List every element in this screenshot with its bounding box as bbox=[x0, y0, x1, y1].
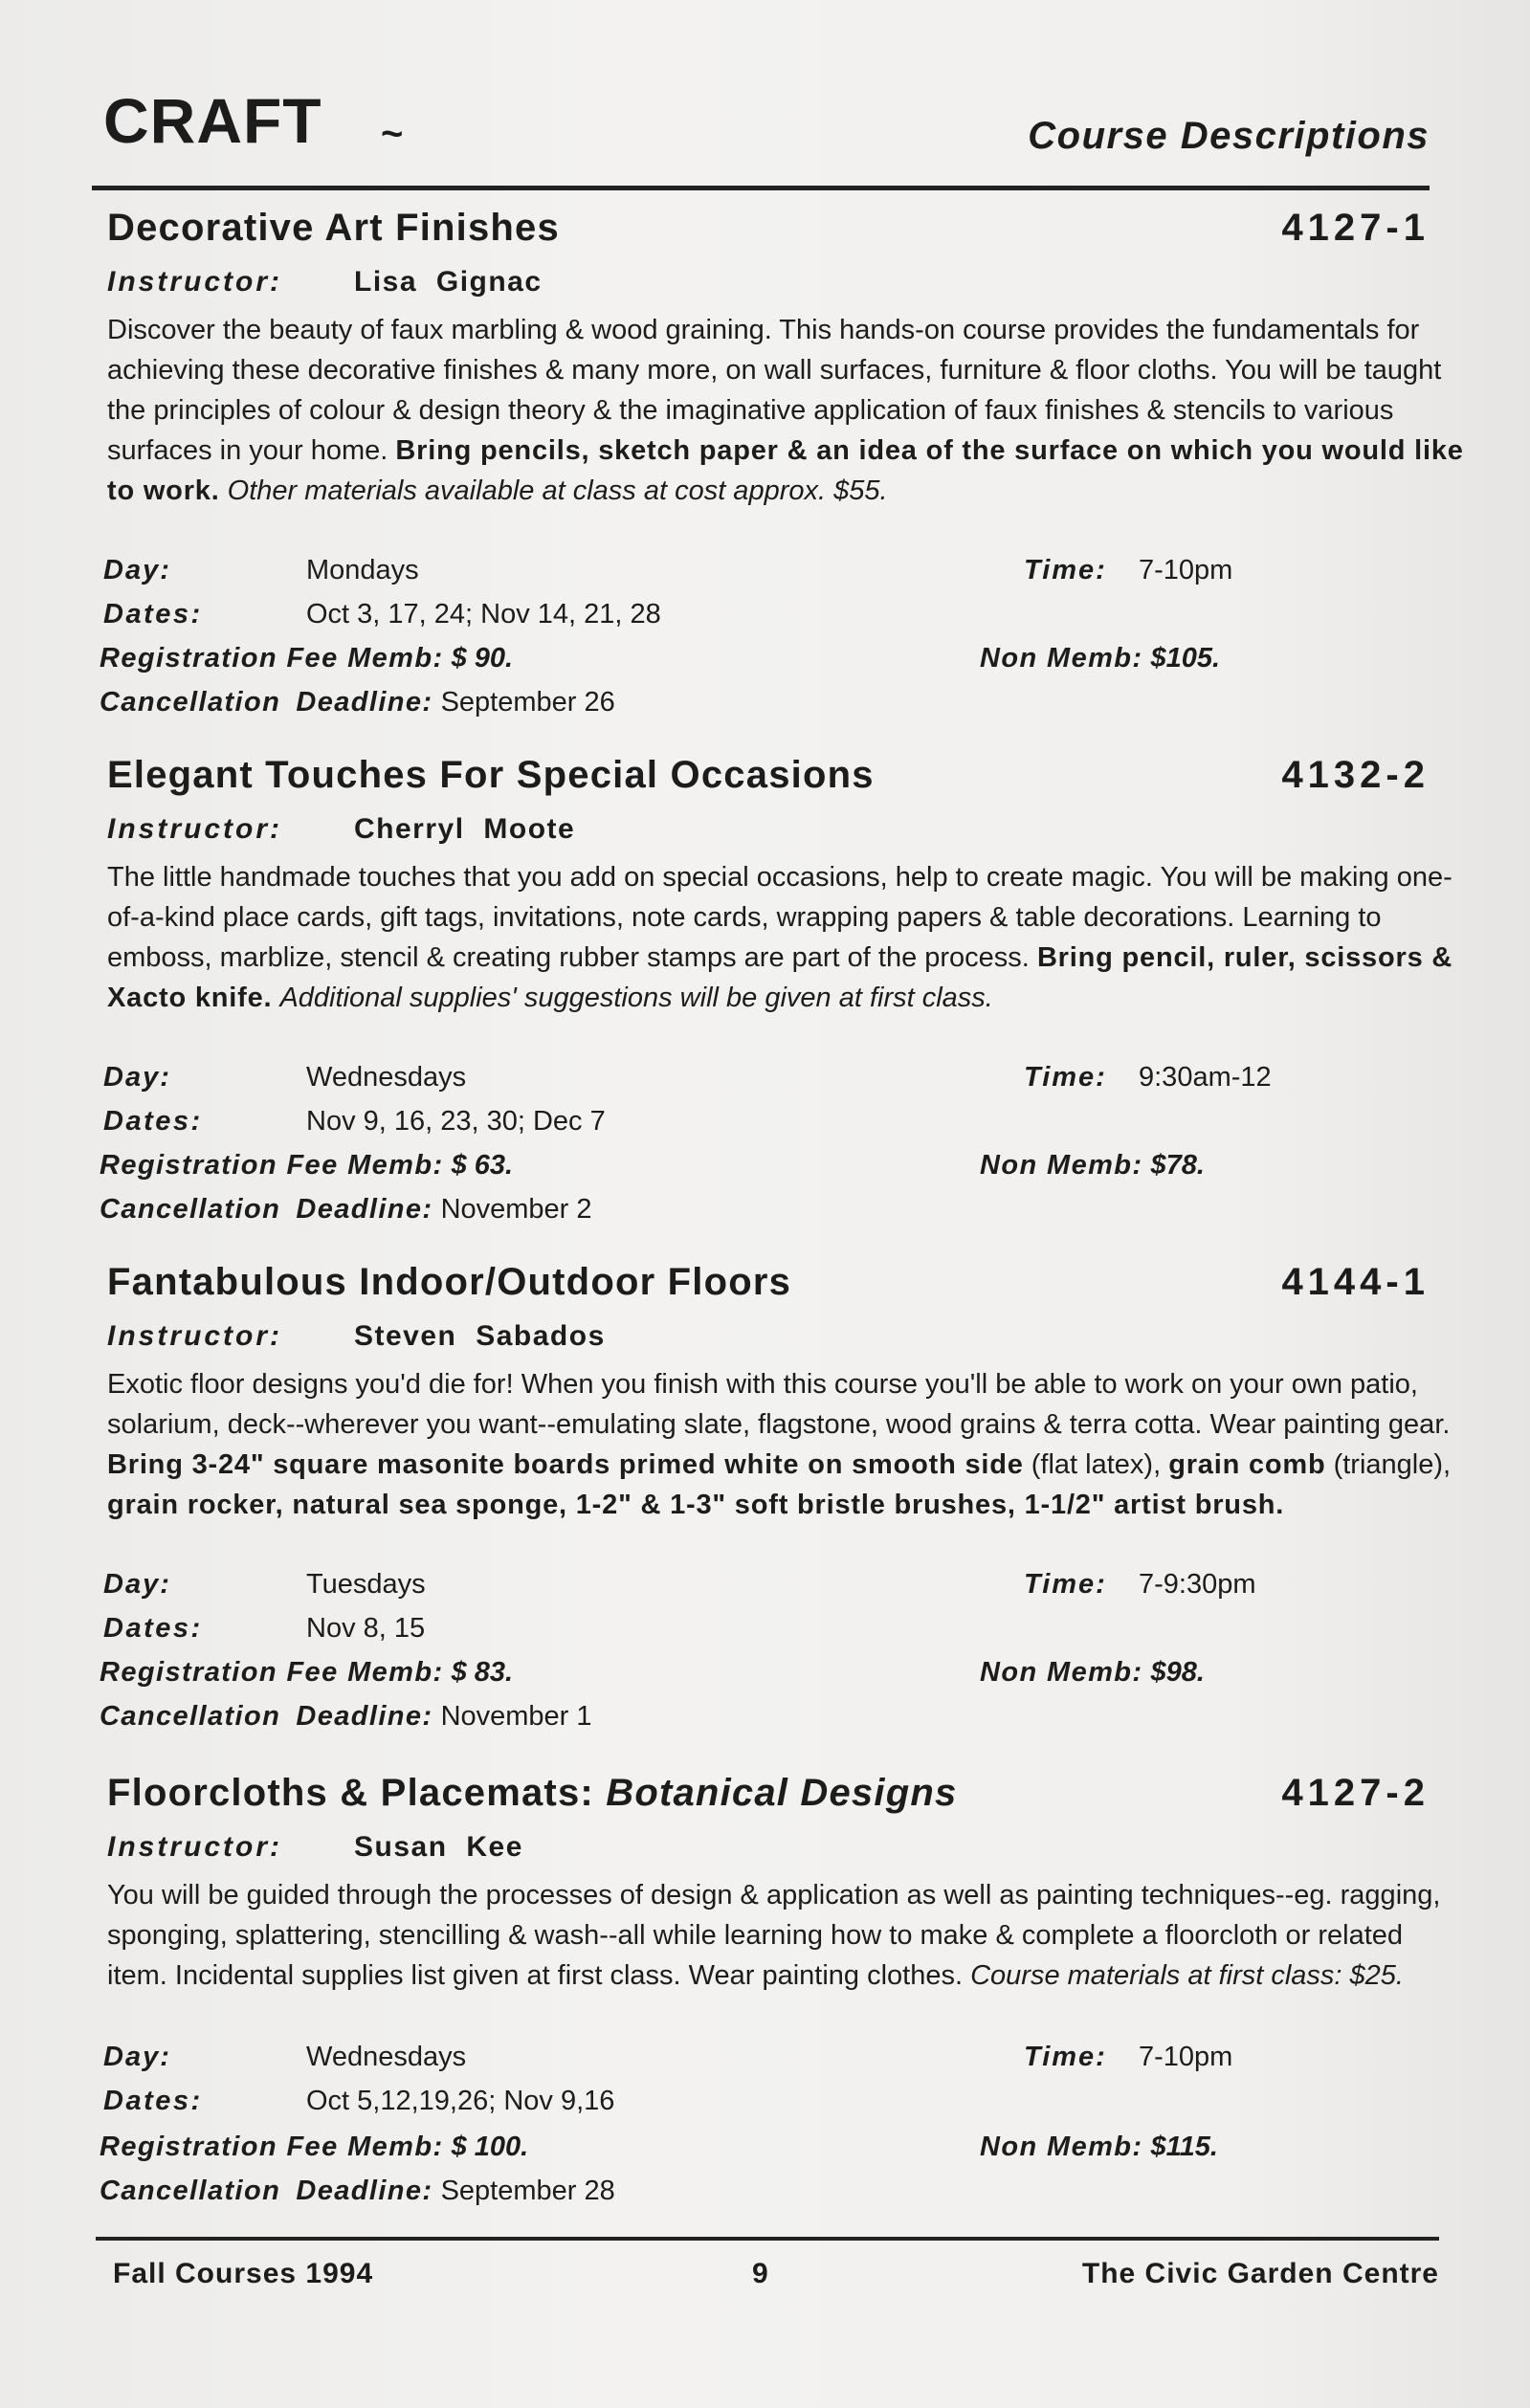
dates-label: Dates: bbox=[103, 599, 203, 630]
cancellation-label: Cancellation bbox=[100, 687, 281, 718]
time-row bbox=[1024, 555, 1232, 586]
description-bold: Bring pencil, ruler, scissors & Xacto knife. bbox=[107, 942, 1453, 1013]
instructor-label: Instructor: bbox=[107, 1320, 282, 1352]
description-text: Discover the beauty of faux marbling & wood graining. This hands-on course provides the fundamentals for achieving these decorative finishes & many more, on wall surfaces, furniture & floor cloths. You will be taught the principles of colour & design theory & the imaginative application of faux finishes & stencils to various surfaces in your home. bbox=[107, 315, 1442, 466]
time-label: Time: bbox=[1024, 1569, 1107, 1600]
course-description bbox=[107, 310, 1466, 511]
deadline-label: Deadline: bbox=[296, 687, 433, 718]
deadline-value: November 2 bbox=[440, 1194, 592, 1225]
title-tilde: ~ bbox=[381, 113, 404, 155]
dates-row bbox=[103, 1613, 425, 1645]
deadline-value: September 26 bbox=[440, 687, 615, 718]
course-instructor bbox=[107, 266, 543, 298]
course-instructor bbox=[107, 1831, 523, 1864]
cancellation-label: Cancellation bbox=[100, 2176, 281, 2206]
course-title bbox=[107, 1772, 957, 1815]
instructor-label: Instructor: bbox=[107, 813, 282, 845]
course-code: 4127-1 bbox=[1281, 207, 1430, 249]
header-rule bbox=[92, 186, 1430, 190]
fee-member-row bbox=[100, 1657, 513, 1689]
time-label: Time: bbox=[1024, 1062, 1107, 1093]
description-text: You will be guided through the processes of design & application as well as painting techniques--eg. ragging, sponging, splattering, stencilling & wash--all while learning how to make & complete a floorcloth or related item. Incidental supplies list given at first class. Wear painting clothes. bbox=[107, 1880, 1441, 1991]
day-label: Day: bbox=[103, 2042, 171, 2072]
fee-nonmember-row bbox=[980, 643, 1220, 674]
course-title: Fantabulous Indoor/Outdoor Floors bbox=[107, 1261, 792, 1303]
fee-nonmember-value: $78. bbox=[1150, 1150, 1205, 1181]
fee-nonmember-label: Non Memb: bbox=[980, 1150, 1143, 1181]
deadline-value: November 1 bbox=[440, 1701, 592, 1732]
fee-member-value: $ 90. bbox=[451, 643, 514, 674]
cancellation-row bbox=[100, 1194, 592, 1226]
section-subtitle: Course Descriptions bbox=[1028, 115, 1430, 157]
deadline-label: Deadline: bbox=[296, 1701, 433, 1732]
fee-member-value: $ 83. bbox=[451, 1657, 514, 1688]
time-label: Time: bbox=[1024, 2042, 1107, 2072]
day-value: Mondays bbox=[306, 555, 419, 585]
day-row bbox=[103, 555, 419, 586]
course-instructor bbox=[107, 1320, 606, 1353]
dates-row bbox=[103, 599, 661, 630]
day-value: Tuesdays bbox=[306, 1569, 426, 1600]
day-value: Wednesdays bbox=[306, 1062, 467, 1093]
course-instructor bbox=[107, 813, 575, 846]
time-row bbox=[1024, 1569, 1256, 1601]
time-value: 7-10pm bbox=[1139, 2042, 1233, 2072]
time-value: 7-10pm bbox=[1139, 555, 1233, 585]
course-code: 4132-2 bbox=[1281, 754, 1430, 796]
dates-value: Nov 9, 16, 23, 30; Dec 7 bbox=[306, 1106, 606, 1137]
page-header bbox=[103, 84, 1430, 188]
cancellation-row bbox=[100, 687, 615, 718]
dates-label: Dates: bbox=[103, 1106, 203, 1137]
fee-member-row bbox=[100, 643, 513, 674]
description-text: The little handmade touches that you add on special occasions, help to create magic. You will be making one-of-a-kind place cards, gift tags, invitations, note cards, wrapping papers & table decorations. Learning to emboss, marblize, stencil & creating rubber stamps are part of the process. bbox=[107, 862, 1452, 973]
dates-label: Dates: bbox=[103, 1613, 203, 1644]
day-value: Wednesdays bbox=[306, 2042, 467, 2072]
section-title: CRAFT bbox=[103, 85, 322, 156]
deadline-label: Deadline: bbox=[296, 2176, 433, 2206]
dates-row bbox=[103, 1106, 606, 1138]
day-label: Day: bbox=[103, 1062, 171, 1093]
time-value: 7-9:30pm bbox=[1139, 1569, 1256, 1600]
dates-value: Oct 5,12,19,26; Nov 9,16 bbox=[306, 2086, 615, 2116]
course-title-text: Floorcloths & Placemats: bbox=[107, 1772, 594, 1814]
description-text: (triangle), bbox=[1333, 1449, 1452, 1480]
footer-organization: The Civic Garden Centre bbox=[1081, 2258, 1439, 2289]
course-code: 4144-1 bbox=[1281, 1261, 1430, 1303]
fee-nonmember-value: $98. bbox=[1150, 1657, 1205, 1688]
description-italic: Additional supplies' suggestions will be given at first class. bbox=[279, 983, 993, 1013]
instructor-name: Steven Sabados bbox=[354, 1320, 606, 1352]
fee-nonmember-row bbox=[980, 1657, 1205, 1689]
course-description bbox=[107, 1875, 1466, 1996]
instructor-label: Instructor: bbox=[107, 266, 282, 298]
time-value: 9:30am-12 bbox=[1139, 1062, 1272, 1093]
description-bold: Bring pencils, sketch paper & an idea of the surface on which you would like to work. bbox=[107, 435, 1464, 506]
cancellation-label: Cancellation bbox=[100, 1194, 281, 1225]
cancellation-row bbox=[100, 1701, 592, 1733]
instructor-label: Instructor: bbox=[107, 1831, 282, 1863]
day-row bbox=[103, 1569, 426, 1601]
description-italic: Other materials available at class at cost approx. $55. bbox=[227, 475, 888, 506]
course-description bbox=[107, 857, 1466, 1018]
fee-nonmember-label: Non Memb: bbox=[980, 643, 1143, 674]
description-bold: grain rocker, natural sea sponge, 1-2" & 1-3" soft bristle brushes, 1-1/2" artist brush. bbox=[107, 1490, 1285, 1520]
fee-member-label: Registration Fee Memb: bbox=[100, 1657, 444, 1688]
instructor-name: Lisa Gignac bbox=[354, 266, 543, 298]
day-label: Day: bbox=[103, 555, 171, 585]
fee-member-row bbox=[100, 1150, 513, 1182]
dates-label: Dates: bbox=[103, 2086, 203, 2116]
fee-member-label: Registration Fee Memb: bbox=[100, 643, 444, 674]
page-number: 9 bbox=[752, 2258, 769, 2289]
description-text: Exotic floor designs you'd die for! When you finish with this course you'll be able to work on your own patio, solarium, deck--wherever you want--emulating slate, flagstone, wood grains & terra cotta. Wear painting gear. bbox=[107, 1369, 1451, 1440]
dates-value: Nov 8, 15 bbox=[306, 1613, 426, 1644]
deadline-label: Deadline: bbox=[296, 1194, 433, 1225]
footer-rule bbox=[96, 2237, 1439, 2241]
time-row bbox=[1024, 1062, 1272, 1094]
fee-nonmember-value: $115. bbox=[1150, 2132, 1218, 2162]
course-title-italic: Botanical Designs bbox=[606, 1772, 958, 1814]
time-label: Time: bbox=[1024, 555, 1107, 585]
deadline-value: September 28 bbox=[440, 2176, 615, 2206]
footer-term: Fall Courses 1994 bbox=[113, 2258, 374, 2289]
day-row bbox=[103, 2042, 466, 2073]
day-row bbox=[103, 1062, 466, 1094]
dates-value: Oct 3, 17, 24; Nov 14, 21, 28 bbox=[306, 599, 661, 630]
page-footer bbox=[113, 2258, 1439, 2296]
description-text: (flat latex), bbox=[1031, 1449, 1162, 1480]
dates-row bbox=[103, 2086, 614, 2117]
course-title: Decorative Art Finishes bbox=[107, 207, 560, 249]
fee-member-label: Registration Fee Memb: bbox=[100, 2132, 444, 2162]
instructor-name: Susan Kee bbox=[354, 1831, 523, 1863]
fee-nonmember-label: Non Memb: bbox=[980, 1657, 1143, 1688]
fee-nonmember-row bbox=[980, 2132, 1218, 2163]
description-bold: Bring 3-24" square masonite boards primed white on smooth side bbox=[107, 1449, 1024, 1480]
fee-member-row bbox=[100, 2132, 528, 2163]
course-title: Elegant Touches For Special Occasions bbox=[107, 754, 875, 796]
fee-member-label: Registration Fee Memb: bbox=[100, 1150, 444, 1181]
cancellation-label: Cancellation bbox=[100, 1701, 281, 1732]
fee-nonmember-label: Non Memb: bbox=[980, 2132, 1143, 2162]
fee-member-value: $ 100. bbox=[451, 2132, 529, 2162]
time-row bbox=[1024, 2042, 1232, 2073]
day-label: Day: bbox=[103, 1569, 171, 1600]
description-bold: grain comb bbox=[1168, 1449, 1326, 1480]
fee-nonmember-value: $105. bbox=[1150, 643, 1221, 674]
course-description bbox=[107, 1364, 1466, 1525]
fee-member-value: $ 63. bbox=[451, 1150, 514, 1181]
description-italic: Course materials at first class: $25. bbox=[970, 1960, 1404, 1991]
fee-nonmember-row bbox=[980, 1150, 1205, 1182]
course-code: 4127-2 bbox=[1281, 1772, 1430, 1814]
instructor-name: Cherryl Moote bbox=[354, 813, 576, 845]
cancellation-row bbox=[100, 2176, 615, 2207]
